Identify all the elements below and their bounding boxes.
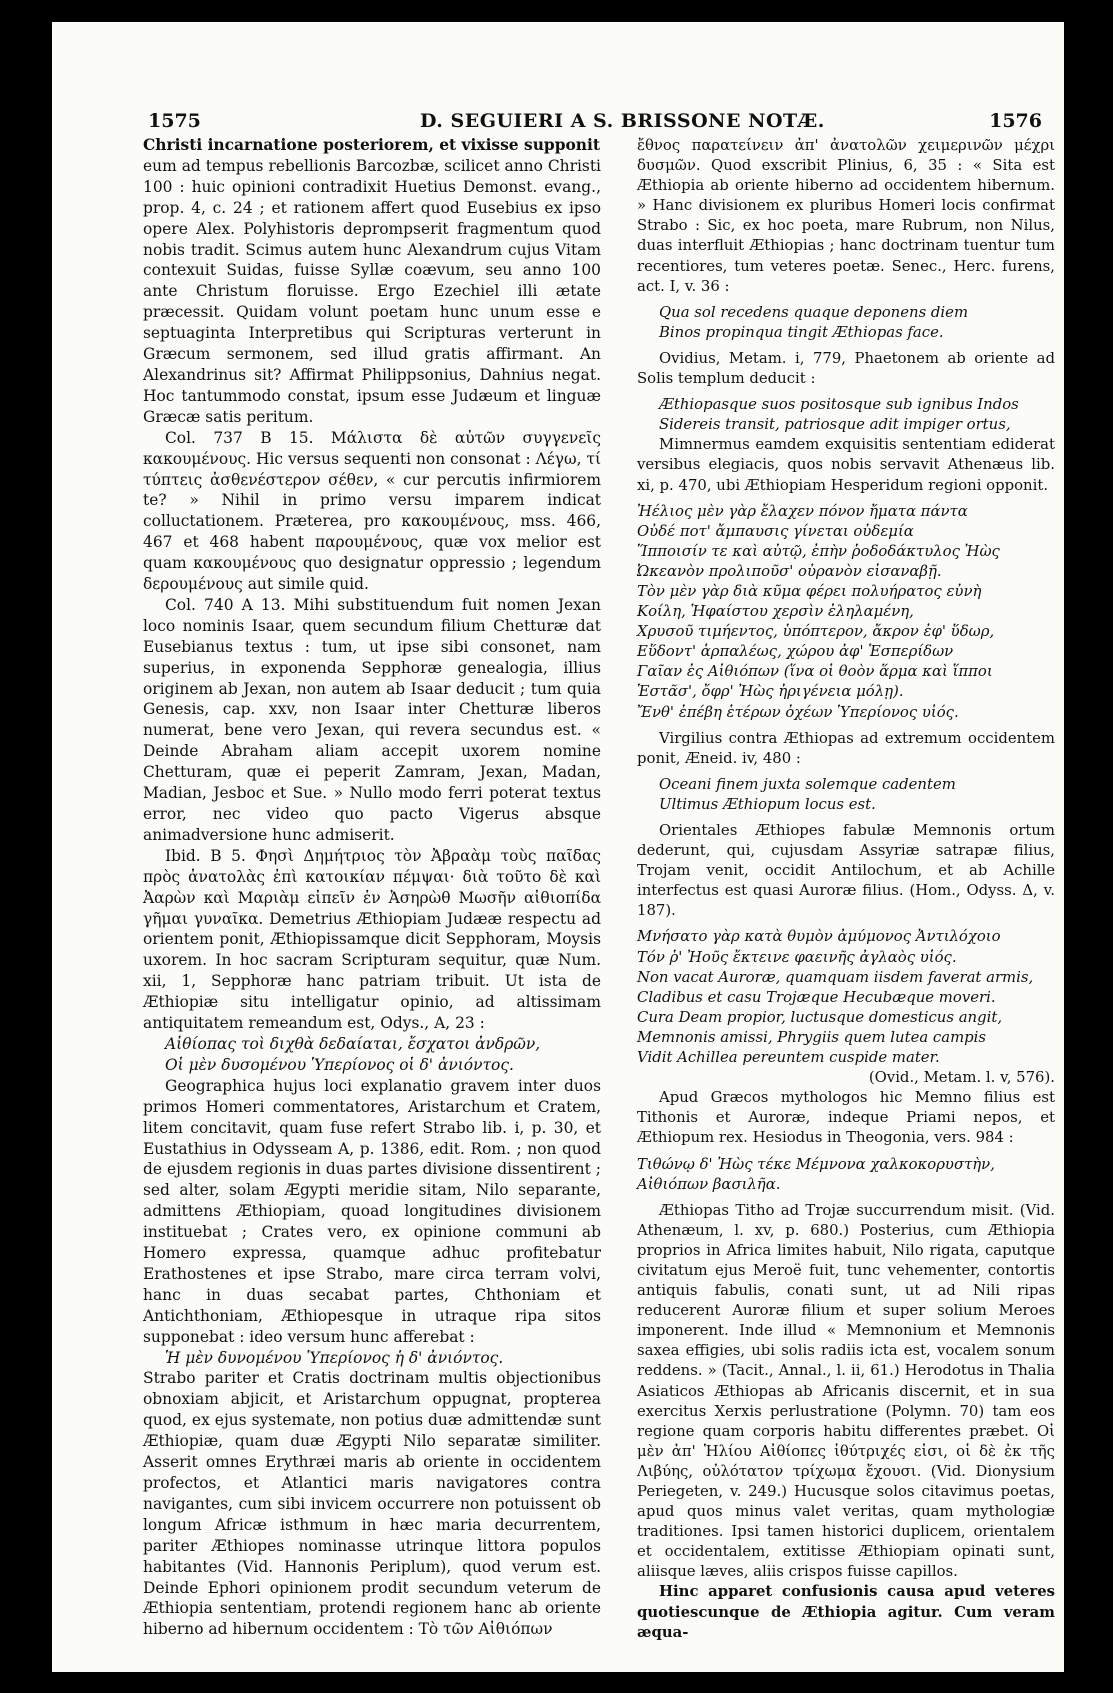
left-page-number: 1575 [148, 110, 201, 132]
paragraph: Ἔνθ' ἐπέβη ἑτέρων ὀχέων Ὑπερίονος υἱός. [637, 702, 959, 721]
paragraph: Hinc apparet confusionis causa apud veteres quotiescunque de Æthiopia agitur. Cum veram æqua- [637, 1582, 1055, 1641]
paragraph: Orientales Æthiopes fabulæ Memnonis ortum dederunt, qui, cujusdam Assyriæ satrapæ filius, Trojam venit, occidit Antilochum, et ab Achille interfectus est quasi Auroræ filius. (Hom., Odyss. Δ, v. 187). [637, 821, 1055, 920]
page-header [52, 110, 1064, 136]
paragraph: Κοίλη, Ἡφαίστου χερσὶν ἐληλαμένη, [637, 602, 914, 621]
paragraph: Virgilius contra Æthiopas ad extremum occidentem ponit, Æneid. iv, 480 : [637, 728, 1055, 767]
paragraph: Ovidius, Metam. i, 779, Phaetonem ab oriente ad Solis templum deducit : [637, 348, 1055, 388]
paragraph: Æthiopasque suos positosque sub ignibus Indos [659, 395, 1019, 414]
paragraph: Μνήσατο γὰρ κατὰ θυμὸν ἀμύμονος Ἀντιλόχοιο [637, 927, 1001, 946]
paragraph: Τιθώνῳ δ' Ἠὼς τέκε Μέμνονα χαλκοκορυστὴν, [637, 1154, 995, 1173]
paragraph: Geographica hujus loci explanatio gravem inter duos primos Homeri commentatores, Aristarchum et Cratem, litem concitavit, quam fuse refert Strabo lib. i, p. 30, et Eustathius in Odysseam A, p. 1386, edit. Rom. ; non quod de ejusdem regionis in duas partes divisione dissentirent ; sed alter, solam Ægypti meridie sitam, Nilo separante, admittens Æthiopiam, quoad longitudines divisionem instituebat ; Crates vero, ex opinione communi ab Homero expressa, quamque adhuc profitebatur Erathostenes et ipse Strabo, mare circa terram volvi, hanc in duas secabat partes, Chthoniam et Antichthoniam, Æthiopesque in utraque ripa sitos supponebat : ideo versum hunc afferebat : [143, 1076, 601, 1346]
paragraph: Ibid. B 5. Φησὶ Δημήτριος τὸν Ἀβραὰμ τοὺς παῖδας πρὸς ἀνατολὰς ἐπὶ κατοικίαν πέμψαι· διὰ τοῦτο δὲ καὶ Ἀαρὼν καὶ Μαριὰμ εἰπεῖν ἐν Ἀσηρὼθ Μωσῆν αἰθιοπίδα γῆμαι γυναῖκα. Demetrius Æthiopiam Judææ respectu ad orientem ponit, Æthiopissamque dicit Sepphoram, Moysis uxorem. In hoc sacram Scripturam sequitur, quæ Num. xii, 1, Sepphoræ hanc patriam tribuit. Ut ista de Æthiopiæ situ intelligatur opinio, ad altissimam antiquitatem remeandum est, Odys., A, 23 : [143, 846, 601, 1033]
paragraph: Τὸν μὲν γὰρ διὰ κῦμα φέρει πολυήρατος εὐνὴ [637, 581, 982, 600]
paragraph: Æthiopas Titho ad Trojæ succurrendum misit. (Vid. Athenæum, l. xv, p. 680.) Posterius, cum Æthiopia proprios in Africa limites habuit, Nilo rigata, caputque civitatum ejus Meroë fuit, tunc vehementer, contortis antiquis fabulis, conati sunt, ut ad Nili ripas reducerent Auroræ filium et super solium Meroes imponerent. Inde illud « Memnonium et Memnonis saxea effigies, ubi solis radiis icta est, vocalem sonum reddens. » (Tacit., Annal., l. ii, 61.) Herodotus in Thalia Asiaticos Æthiopas ab Africanis discernit, et in sua exercitus Xerxis perlustratione (Polymn. 70) tam eos regione quam corporis habitu differentes præbet. Οἱ μὲν ἀπ' Ἡλίου Αἰθίοπες ἰθύτριχές εἰσι, οἱ δὲ ἐκ τῆς Λιβύης, οὐλότατον τρίχωμα ἔχουσι. (Vid. Dionysium Periegeten, v. 249.) Hucusque solos citavimus poetas, apud quos minus valet veritas, quam mythologiæ traditiones. Ipsi tamen historici duplicem, orientalem et occidentalem, extitisse Æthiopiam opinati sunt, aliisque læves, aliis crispos fuisse capillos. [637, 1200, 1055, 1581]
paragraph: Vidit Achillea pereuntem cuspide mater. [637, 1048, 940, 1067]
paragraph: Memnonis amissi, Phrygiis quem lutea campis [637, 1027, 987, 1046]
paragraph: Christi incarnatione posteriorem, et vixisse supponit [143, 135, 601, 154]
paragraph: Sidereis transit, patriosque adit impiger ortus, [659, 415, 1011, 434]
paragraph: Αἰθιόπων βασιλῆα. [637, 1174, 781, 1193]
paragraph: Ἑστᾶσ', ὄφρ' Ἠὼς ἠριγένεια μόλῃ). [637, 682, 904, 701]
paragraph: Ἡ μὲν δυνομένου Ὑπερίονος ἡ δ' ἀνιόντος. [165, 1348, 504, 1367]
paragraph: Apud Græcos mythologos hic Memno filius est Tithonis et Auroræ, indeque Priami nepos, et Æthiopum rex. Hesiodus in Theogonia, vers. 984 : [637, 1088, 1055, 1147]
paragraph: Οὐδέ ποτ' ἄμπαυσις γίνεται οὐδεμία [637, 521, 914, 540]
paragraph: Εὕδοντ' ἁρπαλέως, χώρου ἀφ' Ἑσπερίδων [637, 642, 954, 661]
paragraph: Χρυσοῦ τιμήεντος, ὑπόπτερον, ἄκρον ἐφ' ὕδωρ, [637, 622, 995, 641]
paragraph: Cladibus et casu Trojæque Hecubæque moveri. [637, 987, 996, 1006]
paragraph: Qua sol recedens quaque deponens diem [659, 302, 969, 321]
paragraph: Strabo pariter et Cratis doctrinam multis objectionibus obnoxiam abjicit, et Aristarchum oppugnat, propterea quod, ex ejus systemate, non potius duæ admittendæ sunt Æthiopiæ, quam duæ Ægypti Nilo separatæ similiter. Asserit omnes Erythræi maris ab oriente in occidentem profectos, et Atlantici maris navigatores contra navigantes, cum sibi invicem occurrere non potuissent ob longum Africæ isthmum in hæc maria decurrentem, pariter Æthiopes nominasse utrinque littora populos habitantes (Vid. Hannonis Periplum), quod verum est. Deinde Ephori opinionem prodit secundum veterum de Æthiopia sententiam, protendi regionem hanc ab oriente hiberno ad hibernum occidentem : Τὸ τῶν Αἰθιόπων [143, 1369, 601, 1639]
paragraph: Mimnermus eamdem exquisitis sententiam ediderat versibus elegiacis, quos nobis servavit Athenæus lib. xi, p. 470, ubi Æthiopiam Hesperidum regioni opponit. [637, 435, 1055, 494]
paragraph: Oceani finem juxta solemque cadentem [659, 774, 956, 793]
running-title: D. SEGUIERI A S. BRISSONE NOTÆ. [420, 110, 825, 132]
paragraph: ἔθνος παρατείνειν ἀπ' ἀνατολῶν χειμερινῶν μέχρι δυσμῶν. Quod exscribit Plinius, 6, 35 : « Sita est Æthiopia ab oriente hiberno ad occidentem hibernum. » Hanc divisionem ex pluribus Homeri locis confirmat Strabo : Sic, ex hoc poeta, mare Rubrum, non Nilus, duas interfluit Æthiopias ; hanc doctrinam tuentur tum recentiores, tum veteres poetæ. Senec., Herc. furens, act. I, v. 36 : [637, 136, 1055, 295]
paragraph: (Ovid., Metam. l. v, 576). [868, 1068, 1055, 1087]
paragraph: Col. 740 A 13. Mihi substituendum fuit nomen Jexan loco nominis Isaar, quem secundum filium Chetturæ dat Eusebianus textus : tum, ut ipse sibi consonet, nam superius, in exponenda Sepphoræ genealogia, illius originem ab Jexan, non autem ab Isaar deducit ; tum quia Genesis, cap. xxv, non Isaar inter Chetturæ liberos numerat, bene vero Jexan, qui revera secundus est. « Deinde Abraham aliam accepit uxorem nomine Chetturam, quæ ei peperit Zamram, Jexan, Madan, Madian, Jesboc et Sue. » Nullo modo ferri poterat textus error, nec video quo pacto Vigerus absque animadversione hunc admiserit. [143, 595, 601, 844]
paragraph: Οἱ μὲν δυσομένου Ὑπερίονος οἱ δ' ἀνιόντος. [165, 1055, 514, 1074]
right-text-column [637, 135, 1055, 1642]
paragraph: Col. 737 B 15. Μάλιστα δὲ αὐτῶν συγγενεῖς κακουμένους. Hic versus sequenti non consonat : Λέγω, τί τύπτεις ἀσθενέστερον σέθεν, « cur percutis infirmiorem te? » Nihil in primo versu imparem indicat colluctationem. Præterea, pro κακουμένους, mss. 466, 467 et 468 habent παρουμένους, quæ vox melior est quam κακουμένους quo designatur oppressio ; legendum δερουμένους aut simile quid. [143, 428, 601, 594]
right-page-number: 1576 [989, 110, 1042, 132]
paragraph: eum ad tempus rebellionis Barcozbæ, scilicet anno Christi 100 : huic opinioni contradixit Huetius Demonst. evang., prop. 4, c. 24 ; et rationem affert quod Eusebius ex ipso opere Alex. Polyhistoris deprompserit fragmentum quod nobis tradit. Scimus autem hunc Alexandrum cujus Vitam contexuit Suidas, fuisse Syllæ coævum, seu anno 100 ante Christum floruisse. Ergo Ezechiel illi ætate præcessit. Quidam volunt poetam hunc unum esse e septuaginta Interpretibus qui Scripturas verterunt in Græcum sermonem, sed illud gratis affirmant. An Alexandrinus sit? Affirmat Philippsonius, Dahnius negat. Hoc tantummodo constat, ipsum esse Judæum et linguæ Græcæ satis peritum. [143, 156, 601, 426]
paragraph: Cura Deam propior, luctusque domesticus angit, [637, 1007, 1003, 1026]
paragraph: Ultimus Æthiopum locus est. [659, 794, 876, 813]
paragraph: Ἠέλιος μὲν γὰρ ἔλαχεν πόνον ἤματα πάντα [637, 501, 968, 520]
left-text-column [143, 135, 601, 1640]
paragraph: Binos propinqua tingit Æthiopas face. [659, 322, 944, 341]
paragraph: Αἰθίοπας τοὶ διχθὰ δεδαίαται, ἔσχατοι ἀνδρῶν, [165, 1034, 541, 1053]
book-page [52, 22, 1064, 1672]
paragraph: Ἵπποισίν τε καὶ αὐτῷ, ἐπὴν ῥοδοδάκτυλος Ἠὼς [637, 541, 1000, 560]
paragraph: Non vacat Auroræ, quamquam iisdem faverat armis, [637, 967, 1034, 986]
paragraph: Γαῖαν ἐς Αἰθιόπων (ἵνα οἱ θοὸν ἅρμα καὶ ἵπποι [637, 662, 993, 681]
paragraph: Τόν ῥ' Ἠοῦς ἔκτεινε φαεινῆς ἀγλαὸς υἱός. [637, 947, 957, 966]
paragraph: Ὠκεανὸν προλιποῦσ' οὐρανὸν εἰσαναβῇ. [637, 561, 942, 580]
